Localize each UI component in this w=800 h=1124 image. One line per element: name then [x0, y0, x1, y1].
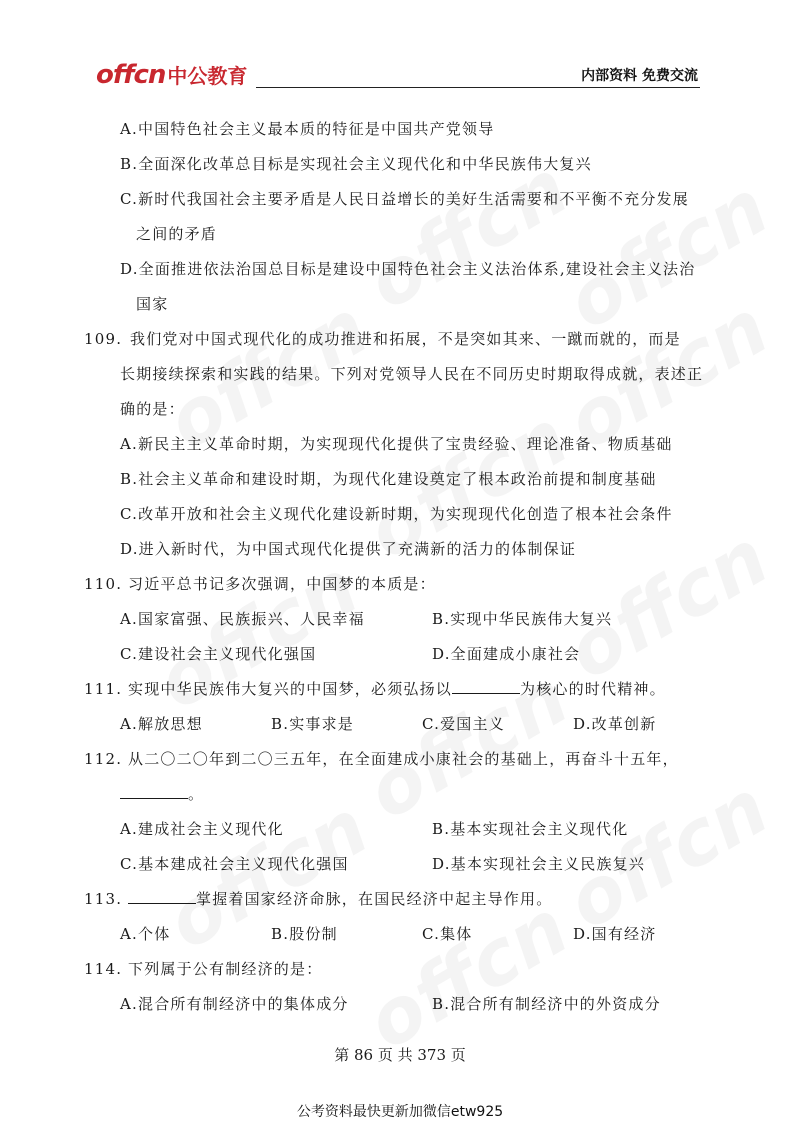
question-stem-line: 我们党对中国式现代化的成功推进和拓展，不是突如其来、一蹴而就的，而是 — [130, 330, 681, 348]
question-number: 109. — [84, 330, 123, 348]
option-line: D.全面推进依法治国总目标是建设中国特色社会主义法治体系,建设社会主义法治 — [120, 260, 696, 278]
header-tag: 内部资料 免费交流 — [581, 68, 698, 84]
question-113 — [84, 882, 710, 952]
question-stem: 为核心的时代精神。 — [520, 680, 666, 698]
question-stem: 从二〇二〇年到二〇三五年，在全面建成小康社会的基础上，再奋斗十五年， — [128, 750, 679, 768]
answer-blank — [120, 784, 188, 799]
page-header — [96, 58, 700, 88]
question-stem: 习近平总书记多次强调，中国梦的本质是： — [128, 575, 436, 593]
option — [120, 252, 710, 322]
question-stem: 掌握着国家经济命脉，在国民经济中起主导作用。 — [196, 890, 553, 908]
question-110 — [84, 567, 710, 672]
question-112 — [84, 742, 710, 882]
question-109 — [84, 322, 710, 567]
question-114 — [84, 952, 710, 1022]
option-line: C.新时代我国社会主要矛盾是人民日益增长的美好生活需要和不平衡不充分发展 — [120, 190, 689, 208]
option: B.基本实现社会主义现代化 — [432, 820, 629, 838]
option: C.基本建成社会主义现代化强国 — [120, 855, 349, 873]
option: A.国家富强、民族振兴、人民幸福 — [120, 610, 365, 628]
option-line-wrap: 之间的矛盾 — [136, 225, 218, 243]
option: B.股份制 — [271, 925, 338, 943]
header-divider — [256, 87, 700, 88]
option: C.改革开放和社会主义现代化建设新时期，为实现现代化创造了根本社会条件 — [120, 505, 673, 523]
option: B.混合所有制经济中的外资成分 — [432, 995, 661, 1013]
option: D.改革创新 — [573, 715, 657, 733]
option — [120, 182, 710, 252]
option: D.进入新时代，为中国式现代化提供了充满新的活力的体制保证 — [120, 540, 577, 558]
question-stem: 实现中华民族伟大复兴的中国梦，必须弘扬以 — [128, 680, 453, 698]
question-111 — [84, 672, 710, 742]
question-stem-end: 。 — [188, 785, 205, 803]
option: C.建设社会主义现代化强国 — [120, 645, 317, 663]
question-number: 112. — [84, 750, 123, 768]
option: A.建成社会主义现代化 — [120, 820, 284, 838]
question-number: 113. — [84, 890, 123, 908]
question-stem-line: 长期接续探索和实践的结果。下列对党领导人民在不同历史时期取得成就，表述正 — [120, 365, 704, 383]
option-line: B.全面深化改革总目标是实现社会主义现代化和中华民族伟大复兴 — [120, 155, 592, 173]
option-line-wrap: 国家 — [136, 295, 169, 313]
logo-chinese-text: 中公教育 — [167, 64, 248, 88]
option: B.实事求是 — [271, 715, 354, 733]
option: A.新民主主义革命时期，为实现现代化提供了宝贵经验、理论准备、物质基础 — [120, 435, 673, 453]
option: B.实现中华民族伟大复兴 — [432, 610, 613, 628]
option: A.个体 — [120, 925, 171, 943]
option: A.解放思想 — [120, 715, 203, 733]
option: D.基本实现社会主义民族复兴 — [432, 855, 646, 873]
option: A.混合所有制经济中的集体成分 — [120, 995, 349, 1013]
option-line: A.中国特色社会主义最本质的特征是中国共产党领导 — [120, 120, 495, 138]
logo-latin-text: offcn — [96, 60, 166, 90]
answer-blank — [452, 679, 520, 694]
option — [120, 112, 710, 147]
option: D.全面建成小康社会 — [432, 645, 581, 663]
page-content — [84, 112, 710, 1022]
option — [120, 147, 710, 182]
option: D.国有经济 — [573, 925, 657, 943]
question-number: 111. — [84, 680, 123, 698]
page-number: 第 86 页 共 373 页 — [334, 1046, 466, 1064]
question-stem-line: 确的是： — [120, 400, 185, 418]
option: C.集体 — [422, 925, 473, 943]
question-number: 110. — [84, 575, 123, 593]
footer-notice: 公考资料最快更新加微信etw925 — [296, 1104, 504, 1120]
offcn-logo — [96, 60, 247, 88]
question-number: 114. — [84, 960, 123, 978]
option: B.社会主义革命和建设时期，为现代化建设奠定了根本政治前提和制度基础 — [120, 470, 657, 488]
question-stem: 下列属于公有制经济的是： — [128, 960, 323, 978]
option: C.爱国主义 — [422, 715, 505, 733]
